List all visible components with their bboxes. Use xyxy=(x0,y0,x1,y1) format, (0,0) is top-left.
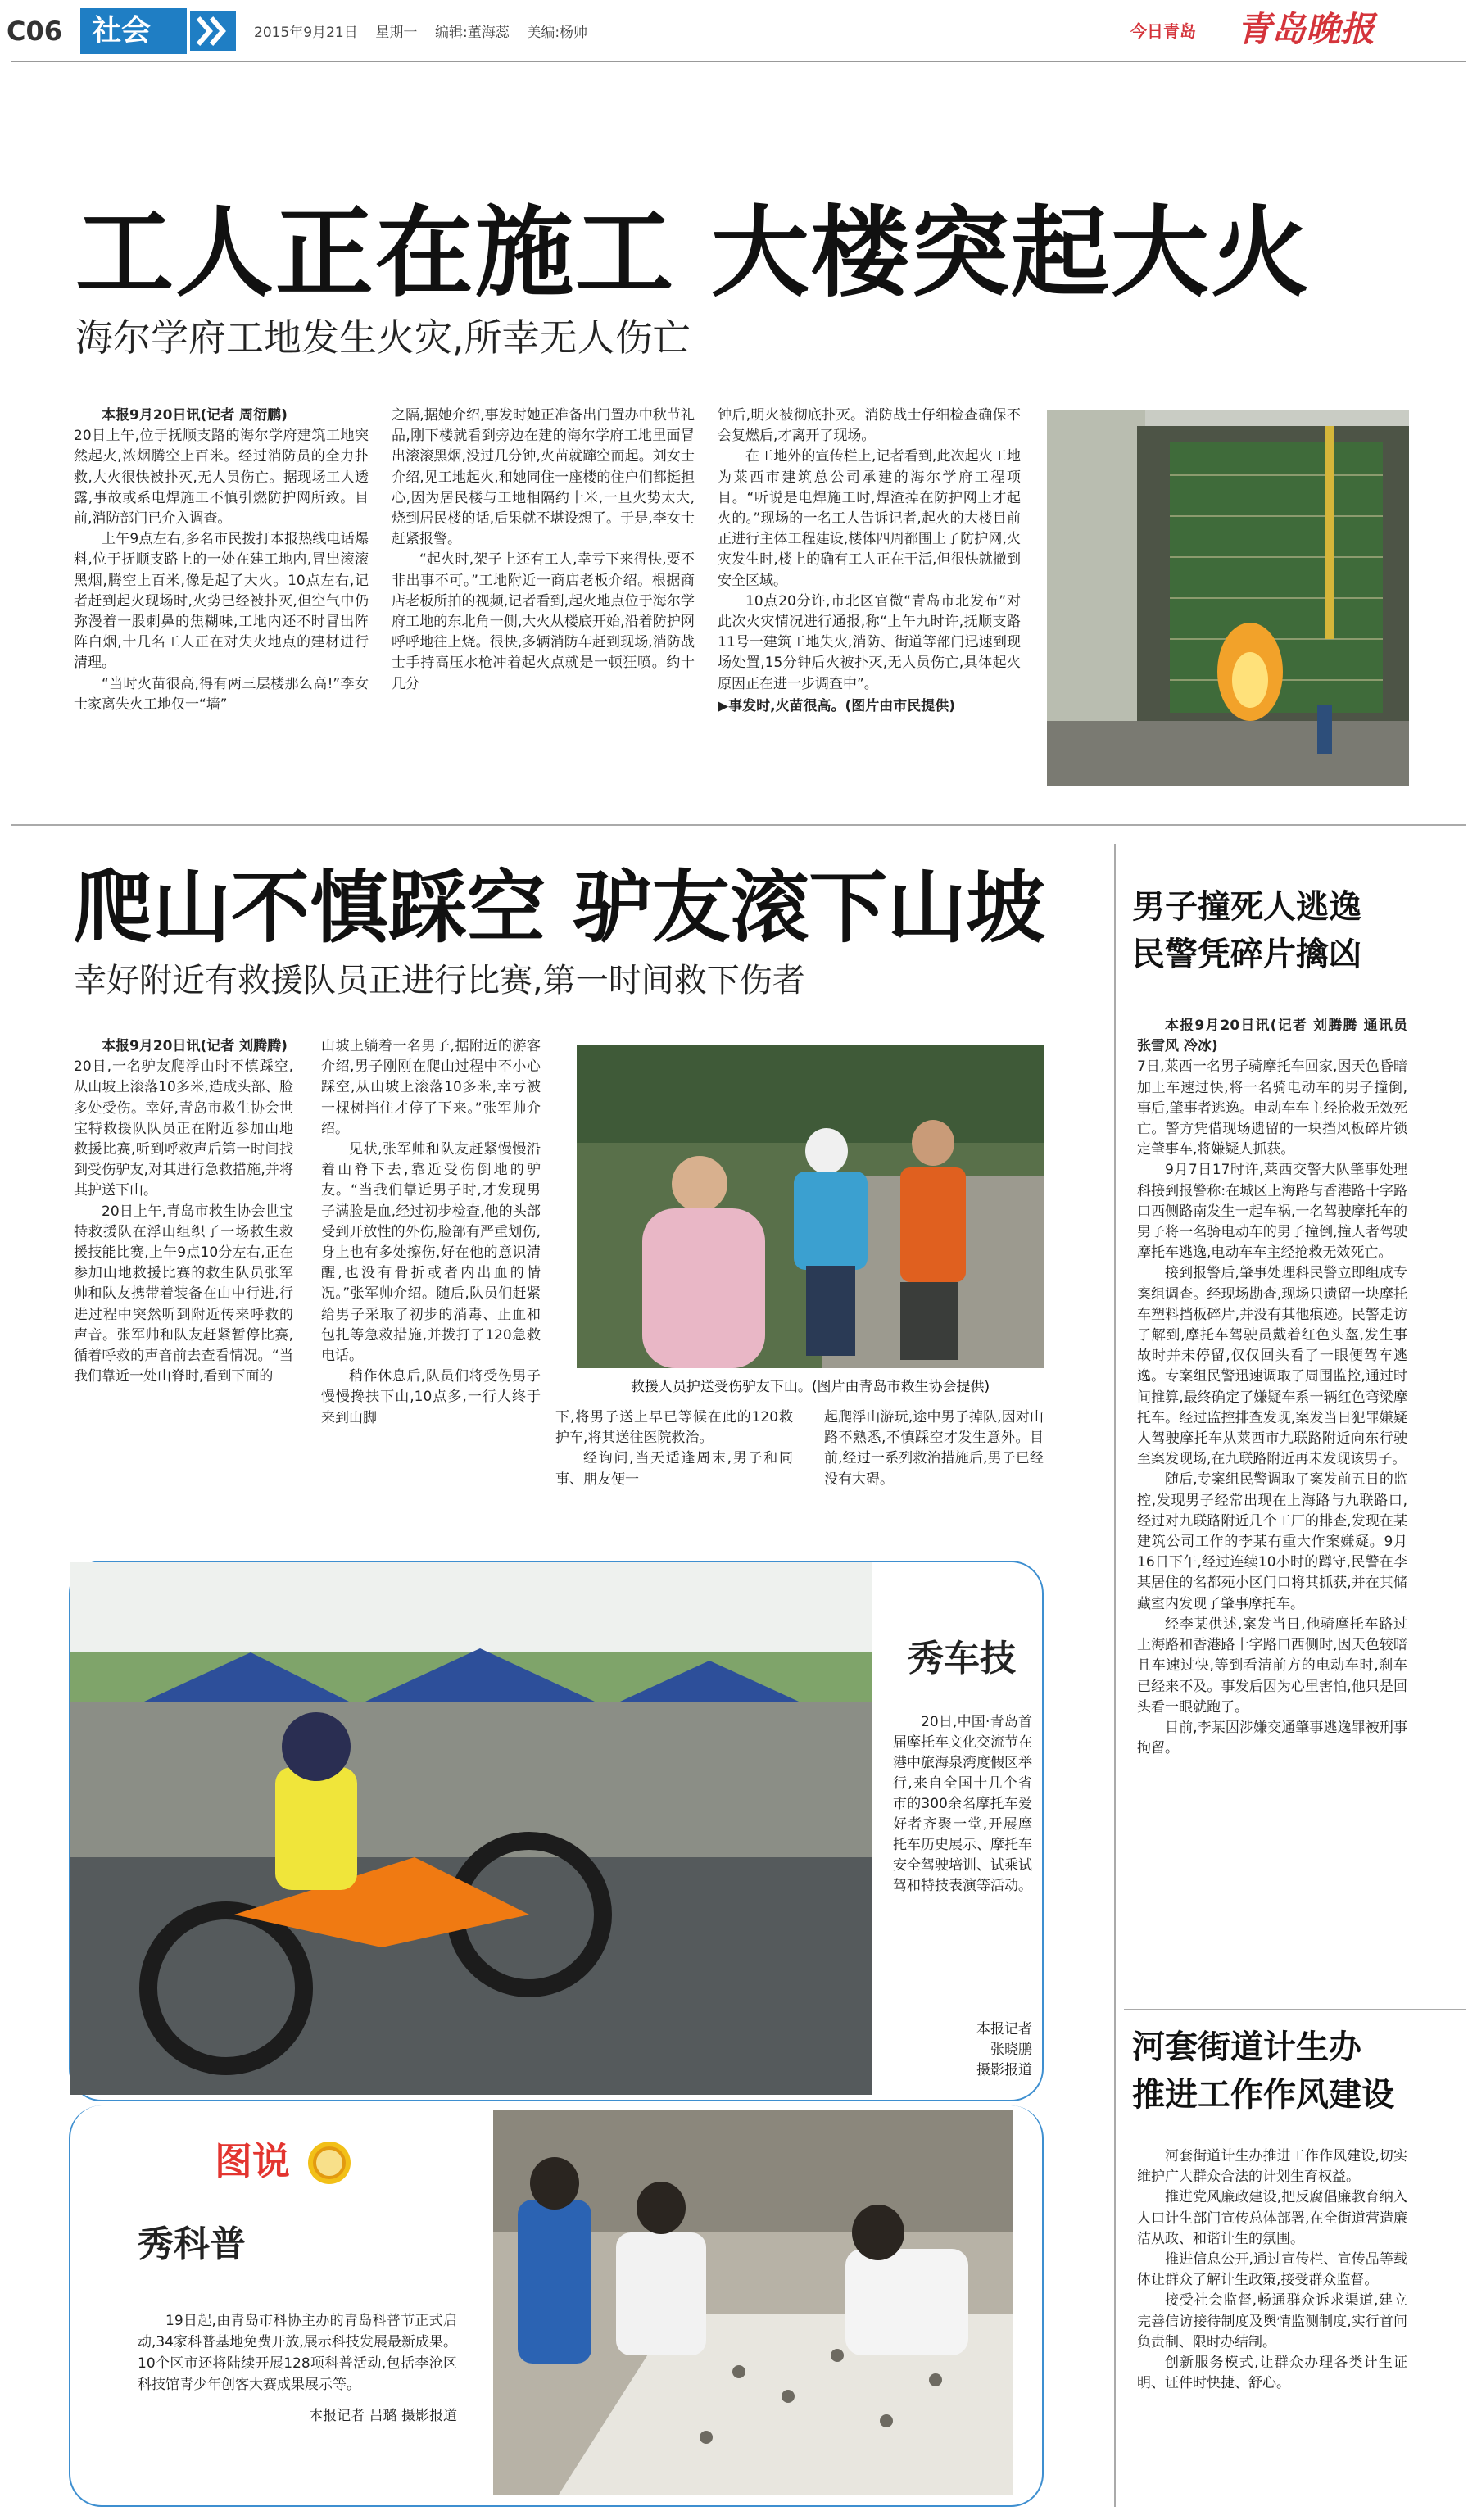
story1-paragraph: “起火时,架子上还有工人,幸亏下来得快,要不非出事不可。”工地附近一商店老板介绍。根据商店老板所拍的视频,记者看到,起火地点位于海尔学府工地的东北角一侧,大火从楼底开始,沿着防护网呼呼地往上烧。很快,多辆消防车赶到现场,消防战士手持高压水枪冲着起火点就是一顿狂喷。约十几分 xyxy=(392,551,695,692)
story1-paragraph: 钟后,明火被彻底扑灭。消防战士仔细检查确保不会复燃后,才离开了现场。 xyxy=(718,407,1021,445)
feature2-text: 19日起,由青岛市科协主办的青岛科普节正式启动,34家科普基地免费开放,展示科技发展最新成果。10个区市还将陆续开展128项科普活动,包括李沧区科技馆青少年创客大赛成果展示等。 xyxy=(138,2313,457,2393)
story2-headline: 爬山不慎踩空 驴友滚下山坡 xyxy=(74,862,1045,954)
column-name: 今日青岛 xyxy=(1130,21,1196,41)
sidebar2-paragraph: 推进党风廉政建设,把反腐倡廉教育纳入人口计生部门宣传总体部署,在全街道营造廉洁从政、和谐计生的氛围。 xyxy=(1137,2189,1407,2247)
story1-paragraph: “当时火苗很高,得有两三层楼那么高!”李女士家离失火工地仅一“墙” xyxy=(74,675,369,713)
story2-paragraph: 20日上午,青岛市救生协会世宝特救援队在浮山组织了一场救生救援技能比赛,上午9点10分左右,正在参加山地救援比赛的救生队员张军帅和队友携带着装备在山中行进,行进过程中突然听到附近传来呼救的声音。张军帅和队友赶紧暂停比赛,循着呼救的声音前去查看情况。“当我们靠近一处山脊时,看到下面的 xyxy=(74,1203,293,1385)
feature2-credit: 本报记者 吕璐 摄影报道 xyxy=(309,2408,457,2424)
tushuo-badge-label: 图说 xyxy=(215,2139,290,2183)
story1-paragraph: 10点20分许,市北区官微“青岛市北发布”对此次火灾情况进行通报,称“上午九时许,抚顺支路11号一建筑工地失火,消防、街道等部门迅速到现场处置,15分钟后火被扑灭,无人员伤亡,具体起火原因正在进一步调查中”。 xyxy=(718,592,1021,692)
story1-dateline: 本报9月20日讯(记者 周衍鹏) xyxy=(102,407,288,424)
story1-photo-caption: ▶事发时,火苗很高。(图片由市民提供) xyxy=(718,697,956,714)
page-number: C06 xyxy=(7,16,63,47)
feature1-title: 秀车技 xyxy=(908,1638,1016,1679)
sidebar2-paragraph: 河套街道计生办推进工作作风建设,切实维护广大群众合法的计划生育权益。 xyxy=(1137,2148,1407,2186)
sidebar1-body xyxy=(1137,1016,1407,1759)
issue-designer: 美编:杨帅 xyxy=(527,25,588,41)
fire-photo xyxy=(1047,410,1409,786)
story2-paragraph: 起爬浮山游玩,途中男子掉队,因对山路不熟悉,不慎踩空才发生意外。目前,经过一系列救治措施后,男子已经没有大碍。 xyxy=(824,1409,1044,1488)
feature2-title: 秀科普 xyxy=(138,2223,246,2265)
feature1-credit-line: 张晓鹏 xyxy=(990,2042,1032,2058)
header-rule xyxy=(11,61,1466,62)
sidebar1-paragraph: 经李某供述,案发当日,他骑摩托车路过上海路和香港路十字路口西侧时,因天色较暗且车速过快,等到看清前方的电动车时,刹车已经来不及。事发后因为心里害怕,他只是回头看一眼就跑了。 xyxy=(1137,1616,1407,1716)
newspaper-logo: 青岛晚报 xyxy=(1237,9,1375,49)
column-divider xyxy=(1114,844,1116,2507)
sidebar1-paragraph: 7日,莱西一名男子骑摩托车回家,因天色昏暗加上车速过快,将一名骑电动车的男子撞倒,事后,肇事者逃逸。电动车车主经抢救无效死亡。警方凭借现场遗留的一块挡风板碎片锁定肇事车,将嫌疑人抓获。 xyxy=(1137,1058,1407,1158)
story1-paragraph: 上午9点左右,多名市民拨打本报热线电话爆料,位于抚顺支路上的一处在建工地内,冒出滚滚黑烟,腾空上百米,像是起了大火。10点左右,记者赶到起火现场时,火势已经被扑灭,但空气中仍弥漫着一股刺鼻的焦糊味,工地内还不时冒出阵阵白烟,十几名工人正在对失火地点的建材进行清理。 xyxy=(74,531,369,672)
section-label: 社会 xyxy=(80,8,187,54)
story2-paragraph: 经询问,当天适逢周末,男子和同事、朋友便一 xyxy=(555,1450,793,1488)
sidebar1-paragraph: 9月7日17时许,莱西交警大队肇事处理科接到报警称:在城区上海路与香港路十字路口西侧路南发生一起车祸,一名驾驶摩托车的男子将一名骑电动车的男子撞倒,撞人者驾驶摩托车逃逸,电动车车主经抢救无效死亡。 xyxy=(1137,1162,1407,1262)
sidebar1-paragraph: 随后,专案组民警调取了案发前五日的监控,发现男子经常出现在上海路与九联路口,经过对九联路附近几个工厂的排查,发现在某建筑公司工作的李某有重大作案嫌疑。9月16日下午,经过连续10小时的蹲守,民警在李某居住的名都苑小区门口将其抓获,并在其储藏室内发现了肇事摩托车。 xyxy=(1137,1471,1407,1612)
story1-paragraph: 在工地外的宣传栏上,记者看到,此次起火工地为莱西市建筑总公司承建的海尔学府工程项目。“听说是电焊施工时,焊渣掉在防护网上才起火的。”现场的一名工人告诉记者,起火的大楼目前正进行主体工程建设,楼体四周都围上了防护网,火灾发生时,楼上的确有工人正在干活,但很快就撤到安全区域。 xyxy=(718,448,1021,589)
sidebar1-paragraph: 接到报警后,肇事处理科民警立即组成专案组调查。经现场勘查,现场只遗留一块摩托车塑料挡板碎片,并没有其他痕迹。民警走访了解到,摩托车驾驶员戴着红色头盔,发生事故时并未停留,仅仅回头看了一眼便驾车逃逸。专案组民警迅速调取了周围监控,通过时间推算,最终确定了嫌疑车系一辆红色弯梁摩托车。经过监控排查发现,案发当日犯罪嫌疑人驾驶摩托车从莱西市九联路附近向东行驶至案发现场,在九联路附近再未发现该男子。 xyxy=(1137,1265,1407,1468)
story2-column-1 xyxy=(74,1036,293,1387)
story1-column-2 xyxy=(392,406,695,695)
story1-headline: 工人正在施工 大楼突起大火 xyxy=(75,197,1311,310)
story2-paragraph: 山坡上躺着一名男子,据附近的游客介绍,男子刚刚在爬山过程中不小心踩空,从山坡上滚落10多米,幸亏被一棵树挡住才停了下来。”张军帅介绍。 xyxy=(321,1038,541,1137)
sidebar1-paragraph: 目前,李某因涉嫌交通肇事逃逸罪被刑事拘留。 xyxy=(1137,1719,1407,1757)
issue-editor: 编辑:董海蕊 xyxy=(434,25,510,41)
story2-column-2 xyxy=(321,1036,541,1429)
story2-paragraph: 下,将男子送上早已等候在此的120救护车,将其送往医院救治。 xyxy=(555,1409,793,1447)
sidebar2-paragraph: 接受社会监督,畅通群众诉求渠道,建立完善信访接待制度及舆情监测制度,实行首问负责制、限时办结制。 xyxy=(1137,2292,1407,2350)
story1-paragraph: 20日上午,位于抚顺支路的海尔学府建筑工地突然起火,浓烟腾空上百米。经过消防员的全力扑救,大火很快被扑灭,无人员伤亡。据现场工人透露,事故或系电焊施工不慎引燃防护网所致。目前,消防部门已介入调查。 xyxy=(74,428,369,528)
motorcycle-photo xyxy=(70,1562,872,2095)
story2-column-3 xyxy=(555,1407,793,1490)
story2-paragraph: 20日,一名驴友爬浮山时不慎踩空,从山坡上滚落10多米,造成头部、脸多处受伤。幸好,青岛市救生协会世宝特救援队队员正在附近参加山地救援比赛,听到呼救声后第一时间找到受伤驴友,对其进行急救措施,并将其护送下山。 xyxy=(74,1058,293,1199)
story2-photo-caption: 救援人员护送受伤驴友下山。(图片由青岛市救生协会提供) xyxy=(630,1379,990,1395)
story2-paragraph: 稍作休息后,队员们将受伤男子慢慢搀扶下山,10点多,一行人终于来到山脚 xyxy=(321,1368,541,1426)
rescue-photo xyxy=(577,1045,1044,1368)
sidebar2-paragraph: 推进信息公开,通过宣传栏、宣传品等载体让群众了解计生政策,接受群众监督。 xyxy=(1137,2251,1407,2289)
feature1-credit-line: 本报记者 xyxy=(976,2021,1032,2037)
story1-subhead: 海尔学府工地发生火灾,所幸无人伤亡 xyxy=(75,315,691,360)
sidebar-divider xyxy=(1124,2009,1466,2010)
sidebar2-headline-line: 河套街道计生办 xyxy=(1132,2028,1361,2066)
sidebar1-headline-line: 男子撞死人逃逸 xyxy=(1132,888,1361,926)
sidebar1-dateline: 本报9月20日讯(记者 刘腾腾 通讯员 张雪风 冷冰) xyxy=(1137,1018,1407,1055)
sidebar2-body xyxy=(1137,2146,1407,2394)
story2-column-4 xyxy=(824,1407,1044,1490)
feature1-text: 20日,中国·青岛首届摩托车文化交流节在港中旅海泉湾度假区举行,来自全国十几个省市的300余名摩托车爱好者齐聚一堂,开展摩托车历史展示、摩托车安全驾驶培训、试乘试驾和特技表演等活动。 xyxy=(893,1714,1032,1894)
story1-column-1 xyxy=(74,406,369,715)
issue-meta xyxy=(254,18,587,48)
issue-date: 2015年9月21日 xyxy=(254,25,358,41)
story2-dateline: 本报9月20日讯(记者 刘腾腾) xyxy=(102,1038,288,1054)
sidebar1-headline xyxy=(1132,883,1452,978)
story1-column-3 xyxy=(718,406,1021,717)
feature1-credit-line: 摄影报道 xyxy=(976,2062,1032,2078)
science-fair-photo xyxy=(493,2110,1013,2495)
chevron-right-icon xyxy=(190,11,236,51)
section-divider xyxy=(11,824,1466,826)
story1-paragraph: 之隔,据她介绍,事发时她正准备出门置办中秋节礼品,刚下楼就看到旁边在建的海尔学府工地里面冒出滚滚黑烟,没过几分钟,火苗就蹿空而起。刘女士介绍,见工地起火,和她同住一座楼的住户们都挺担心,因为居民楼与工地相隔约十米,一旦火势太大,烧到居民楼的话,后果就不堪设想了。于是,李女士赶紧报警。 xyxy=(392,407,695,548)
issue-weekday: 星期一 xyxy=(375,25,418,41)
story2-paragraph: 见状,张军帅和队友赶紧慢慢沿着山脊下去,靠近受伤倒地的驴友。“当我们靠近男子时,才发现男子满脸是血,经过初步检查,他的头部受到开放性的外伤,脸部有严重划伤,身上也有多处擦伤,好在他的意识清醒,也没有骨折或者内出血的情况。”张军帅介绍。随后,队员们赶紧给男子采取了初步的消毒、止血和包扎等急救措施,并拨打了120急救电话。 xyxy=(321,1141,541,1365)
sidebar2-paragraph: 创新服务模式,让群众办理各类计生证明、证件时快捷、舒心。 xyxy=(1137,2355,1407,2392)
sidebar2-headline xyxy=(1132,2024,1452,2119)
sidebar1-headline-line: 民警凭碎片擒凶 xyxy=(1132,936,1361,973)
sidebar2-headline-line: 推进工作作风建设 xyxy=(1132,2076,1394,2114)
feature1-credit xyxy=(942,2019,1032,2081)
story2-subhead: 幸好附近有救援队员正进行比赛,第一时间救下伤者 xyxy=(74,962,805,999)
